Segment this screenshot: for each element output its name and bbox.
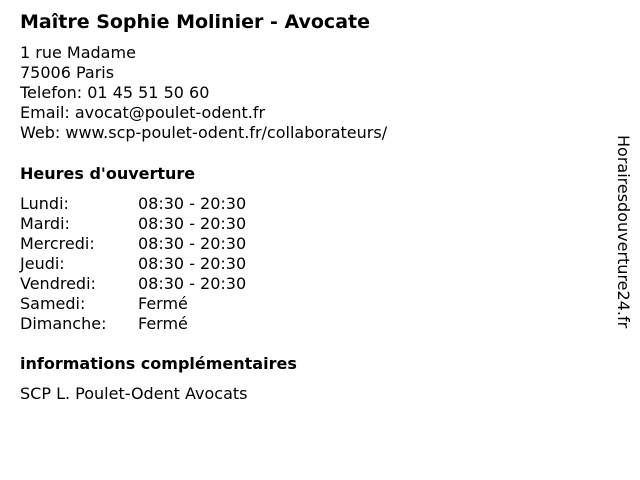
day-label: Mardi: xyxy=(20,214,70,233)
hours-row-wednesday xyxy=(20,234,320,254)
hours-row-saturday xyxy=(20,294,320,314)
contact-details xyxy=(20,43,387,143)
hours-row-tuesday xyxy=(20,214,320,234)
hours-value: 08:30 - 20:30 xyxy=(138,254,247,273)
address-street: 1 rue Madame xyxy=(20,43,136,62)
hours-value: 08:30 - 20:30 xyxy=(138,274,247,293)
hours-value: 08:30 - 20:30 xyxy=(138,194,247,213)
opening-hours-heading: Heures d'ouverture xyxy=(20,164,196,183)
hours-value: Fermé xyxy=(138,314,188,333)
hours-row-thursday xyxy=(20,254,320,274)
day-label: Mercredi: xyxy=(20,234,95,253)
address-city: 75006 Paris xyxy=(20,63,115,82)
email-text: Email: avocat@poulet-odent.fr xyxy=(20,103,266,122)
day-label: Dimanche: xyxy=(20,314,107,333)
page-title: Maître Sophie Molinier - Avocate xyxy=(20,11,370,33)
hours-row-friday xyxy=(20,274,320,294)
day-label: Samedi: xyxy=(20,294,86,313)
hours-row-sunday xyxy=(20,314,320,334)
opening-hours-table xyxy=(20,194,320,334)
website-text: Web: www.scp-poulet-odent.fr/collaborateurs/ xyxy=(20,123,388,142)
hours-row-monday xyxy=(20,194,320,214)
day-label: Vendredi: xyxy=(20,274,96,293)
additional-info-text: SCP L. Poulet-Odent Avocats xyxy=(20,384,248,403)
site-watermark: Horairesdouverture24.fr xyxy=(614,135,633,329)
hours-value: Fermé xyxy=(138,294,188,313)
hours-value: 08:30 - 20:30 xyxy=(138,234,247,253)
additional-info-heading: informations complémentaires xyxy=(20,354,297,373)
day-label: Lundi: xyxy=(20,194,69,213)
phone-text: Telefon: 01 45 51 50 60 xyxy=(20,83,210,102)
day-label: Jeudi: xyxy=(20,254,65,273)
hours-value: 08:30 - 20:30 xyxy=(138,214,247,233)
